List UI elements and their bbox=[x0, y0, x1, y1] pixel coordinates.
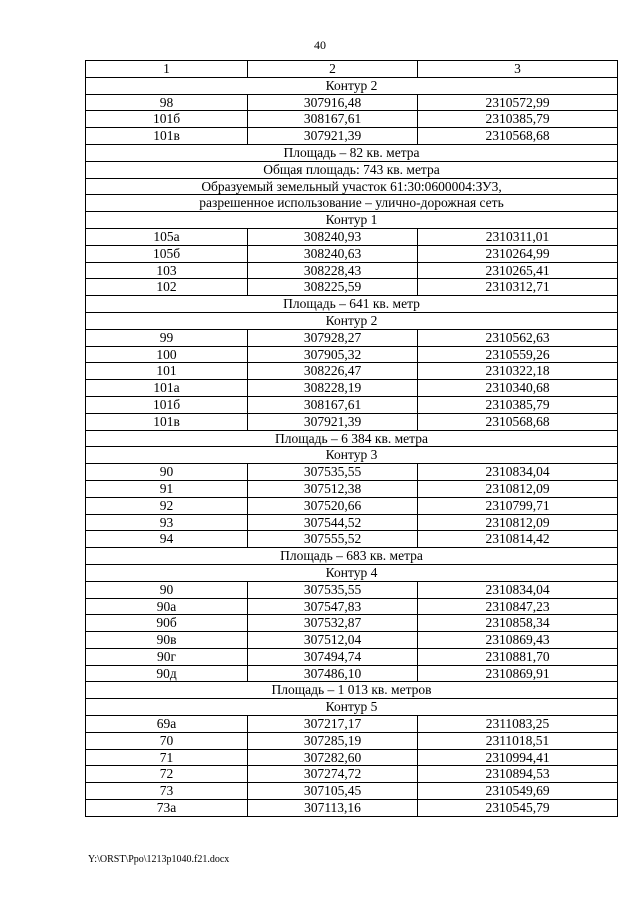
section-caption: Площадь – 641 кв. метр bbox=[86, 296, 618, 313]
x-coordinate-cell: 307921,39 bbox=[248, 413, 418, 430]
x-coordinate-cell: 307217,17 bbox=[248, 716, 418, 733]
point-number-cell: 103 bbox=[86, 262, 248, 279]
table-body bbox=[86, 77, 618, 816]
section-caption: Площадь – 6 384 кв. метра bbox=[86, 430, 618, 447]
page-number: 40 bbox=[314, 38, 326, 52]
y-coordinate-cell: 2311018,51 bbox=[418, 732, 618, 749]
section-caption: Площадь – 683 кв. метра bbox=[86, 548, 618, 565]
x-coordinate-cell: 307928,27 bbox=[248, 329, 418, 346]
x-coordinate-cell: 308167,61 bbox=[248, 396, 418, 413]
table-row bbox=[86, 396, 618, 413]
table-section-row bbox=[86, 447, 618, 464]
table-row bbox=[86, 363, 618, 380]
y-coordinate-cell: 2310322,18 bbox=[418, 363, 618, 380]
header-cell-y: 3 bbox=[418, 61, 618, 78]
table-row bbox=[86, 111, 618, 128]
y-coordinate-cell: 2310834,04 bbox=[418, 464, 618, 481]
section-caption: Контур 4 bbox=[86, 564, 618, 581]
table-section-row bbox=[86, 699, 618, 716]
y-coordinate-cell: 2310265,41 bbox=[418, 262, 618, 279]
table-row bbox=[86, 749, 618, 766]
point-number-cell: 105а bbox=[86, 228, 248, 245]
x-coordinate-cell: 307113,16 bbox=[248, 800, 418, 817]
point-number-cell: 90 bbox=[86, 464, 248, 481]
section-caption: Контур 3 bbox=[86, 447, 618, 464]
section-caption: Образуемый земельный участок 61:30:0600004:ЗУ3, bbox=[86, 178, 618, 195]
y-coordinate-cell: 2310545,79 bbox=[418, 800, 618, 817]
point-number-cell: 100 bbox=[86, 346, 248, 363]
y-coordinate-cell: 2310847,23 bbox=[418, 598, 618, 615]
point-number-cell: 90а bbox=[86, 598, 248, 615]
point-number-cell: 101б bbox=[86, 111, 248, 128]
point-number-cell: 91 bbox=[86, 480, 248, 497]
y-coordinate-cell: 2310799,71 bbox=[418, 497, 618, 514]
y-coordinate-cell: 2310568,68 bbox=[418, 128, 618, 145]
point-number-cell: 70 bbox=[86, 732, 248, 749]
table-section-row bbox=[86, 296, 618, 313]
table-row bbox=[86, 531, 618, 548]
section-caption: Контур 1 bbox=[86, 212, 618, 229]
table-section-row bbox=[86, 161, 618, 178]
table-row bbox=[86, 128, 618, 145]
x-coordinate-cell: 308240,63 bbox=[248, 245, 418, 262]
table-section-row bbox=[86, 212, 618, 229]
table-row bbox=[86, 732, 618, 749]
point-number-cell: 71 bbox=[86, 749, 248, 766]
point-number-cell: 73а bbox=[86, 800, 248, 817]
y-coordinate-cell: 2310549,69 bbox=[418, 783, 618, 800]
table-section-row bbox=[86, 548, 618, 565]
table-row bbox=[86, 329, 618, 346]
table-row bbox=[86, 514, 618, 531]
x-coordinate-cell: 307105,45 bbox=[248, 783, 418, 800]
table-section-row bbox=[86, 430, 618, 447]
point-number-cell: 105б bbox=[86, 245, 248, 262]
table-header-row bbox=[86, 61, 618, 78]
y-coordinate-cell: 2310568,68 bbox=[418, 413, 618, 430]
x-coordinate-cell: 308225,59 bbox=[248, 279, 418, 296]
x-coordinate-cell: 307520,66 bbox=[248, 497, 418, 514]
x-coordinate-cell: 308240,93 bbox=[248, 228, 418, 245]
section-caption: Площадь – 1 013 кв. метров bbox=[86, 682, 618, 699]
y-coordinate-cell: 2310812,09 bbox=[418, 514, 618, 531]
table-row bbox=[86, 783, 618, 800]
x-coordinate-cell: 308228,43 bbox=[248, 262, 418, 279]
point-number-cell: 72 bbox=[86, 766, 248, 783]
y-coordinate-cell: 2310340,68 bbox=[418, 380, 618, 397]
y-coordinate-cell: 2310312,71 bbox=[418, 279, 618, 296]
x-coordinate-cell: 308167,61 bbox=[248, 111, 418, 128]
x-coordinate-cell: 308226,47 bbox=[248, 363, 418, 380]
y-coordinate-cell: 2310858,34 bbox=[418, 615, 618, 632]
point-number-cell: 94 bbox=[86, 531, 248, 548]
x-coordinate-cell: 307547,83 bbox=[248, 598, 418, 615]
y-coordinate-cell: 2310559,26 bbox=[418, 346, 618, 363]
table-row bbox=[86, 245, 618, 262]
y-coordinate-cell: 2310562,63 bbox=[418, 329, 618, 346]
table-row bbox=[86, 598, 618, 615]
table-row bbox=[86, 480, 618, 497]
table-row bbox=[86, 581, 618, 598]
y-coordinate-cell: 2310869,43 bbox=[418, 632, 618, 649]
section-caption: Контур 5 bbox=[86, 699, 618, 716]
y-coordinate-cell: 2310311,01 bbox=[418, 228, 618, 245]
file-path-footer: Y:\ORST\Ppo\1213p1040.f21.docx bbox=[88, 854, 230, 865]
x-coordinate-cell: 308228,19 bbox=[248, 380, 418, 397]
table-section-row bbox=[86, 77, 618, 94]
point-number-cell: 101в bbox=[86, 413, 248, 430]
x-coordinate-cell: 307532,87 bbox=[248, 615, 418, 632]
table-row bbox=[86, 632, 618, 649]
point-number-cell: 90в bbox=[86, 632, 248, 649]
point-number-cell: 101а bbox=[86, 380, 248, 397]
table-row bbox=[86, 800, 618, 817]
x-coordinate-cell: 307535,55 bbox=[248, 464, 418, 481]
x-coordinate-cell: 307282,60 bbox=[248, 749, 418, 766]
x-coordinate-cell: 307274,72 bbox=[248, 766, 418, 783]
y-coordinate-cell: 2310881,70 bbox=[418, 648, 618, 665]
point-number-cell: 73 bbox=[86, 783, 248, 800]
y-coordinate-cell: 2310385,79 bbox=[418, 396, 618, 413]
point-number-cell: 90г bbox=[86, 648, 248, 665]
table-row bbox=[86, 766, 618, 783]
point-number-cell: 90 bbox=[86, 581, 248, 598]
y-coordinate-cell: 2310869,91 bbox=[418, 665, 618, 682]
section-caption: Контур 2 bbox=[86, 77, 618, 94]
y-coordinate-cell: 2310572,99 bbox=[418, 94, 618, 111]
section-caption: Контур 2 bbox=[86, 312, 618, 329]
table-section-row bbox=[86, 178, 618, 195]
table-section-row bbox=[86, 564, 618, 581]
x-coordinate-cell: 307512,38 bbox=[248, 480, 418, 497]
table-row bbox=[86, 665, 618, 682]
point-number-cell: 93 bbox=[86, 514, 248, 531]
x-coordinate-cell: 307285,19 bbox=[248, 732, 418, 749]
point-number-cell: 98 bbox=[86, 94, 248, 111]
table-row bbox=[86, 497, 618, 514]
header-cell-point: 1 bbox=[86, 61, 248, 78]
x-coordinate-cell: 307494,74 bbox=[248, 648, 418, 665]
header-cell-x: 2 bbox=[248, 61, 418, 78]
point-number-cell: 90д bbox=[86, 665, 248, 682]
table-section-row bbox=[86, 195, 618, 212]
y-coordinate-cell: 2311083,25 bbox=[418, 716, 618, 733]
table-row bbox=[86, 346, 618, 363]
x-coordinate-cell: 307486,10 bbox=[248, 665, 418, 682]
point-number-cell: 90б bbox=[86, 615, 248, 632]
y-coordinate-cell: 2310812,09 bbox=[418, 480, 618, 497]
table-row bbox=[86, 262, 618, 279]
section-caption: Площадь – 82 кв. метра bbox=[86, 144, 618, 161]
x-coordinate-cell: 307535,55 bbox=[248, 581, 418, 598]
table-row bbox=[86, 615, 618, 632]
table-section-row bbox=[86, 682, 618, 699]
table-row bbox=[86, 648, 618, 665]
x-coordinate-cell: 307905,32 bbox=[248, 346, 418, 363]
coordinates-table bbox=[85, 60, 618, 817]
section-caption: Общая площадь: 743 кв. метра bbox=[86, 161, 618, 178]
y-coordinate-cell: 2310834,04 bbox=[418, 581, 618, 598]
x-coordinate-cell: 307544,52 bbox=[248, 514, 418, 531]
table-row bbox=[86, 716, 618, 733]
point-number-cell: 102 bbox=[86, 279, 248, 296]
point-number-cell: 101б bbox=[86, 396, 248, 413]
point-number-cell: 101 bbox=[86, 363, 248, 380]
point-number-cell: 101в bbox=[86, 128, 248, 145]
table-row bbox=[86, 413, 618, 430]
x-coordinate-cell: 307916,48 bbox=[248, 94, 418, 111]
point-number-cell: 99 bbox=[86, 329, 248, 346]
x-coordinate-cell: 307512,04 bbox=[248, 632, 418, 649]
y-coordinate-cell: 2310894,53 bbox=[418, 766, 618, 783]
table-row bbox=[86, 94, 618, 111]
y-coordinate-cell: 2310994,41 bbox=[418, 749, 618, 766]
x-coordinate-cell: 307555,52 bbox=[248, 531, 418, 548]
table-section-row bbox=[86, 144, 618, 161]
table-row bbox=[86, 228, 618, 245]
y-coordinate-cell: 2310385,79 bbox=[418, 111, 618, 128]
table-section-row bbox=[86, 312, 618, 329]
point-number-cell: 92 bbox=[86, 497, 248, 514]
y-coordinate-cell: 2310814,42 bbox=[418, 531, 618, 548]
section-caption: разрешенное использование – улично-дорожная сеть bbox=[86, 195, 618, 212]
x-coordinate-cell: 307921,39 bbox=[248, 128, 418, 145]
point-number-cell: 69а bbox=[86, 716, 248, 733]
table-row bbox=[86, 380, 618, 397]
y-coordinate-cell: 2310264,99 bbox=[418, 245, 618, 262]
table-row bbox=[86, 464, 618, 481]
table-row bbox=[86, 279, 618, 296]
